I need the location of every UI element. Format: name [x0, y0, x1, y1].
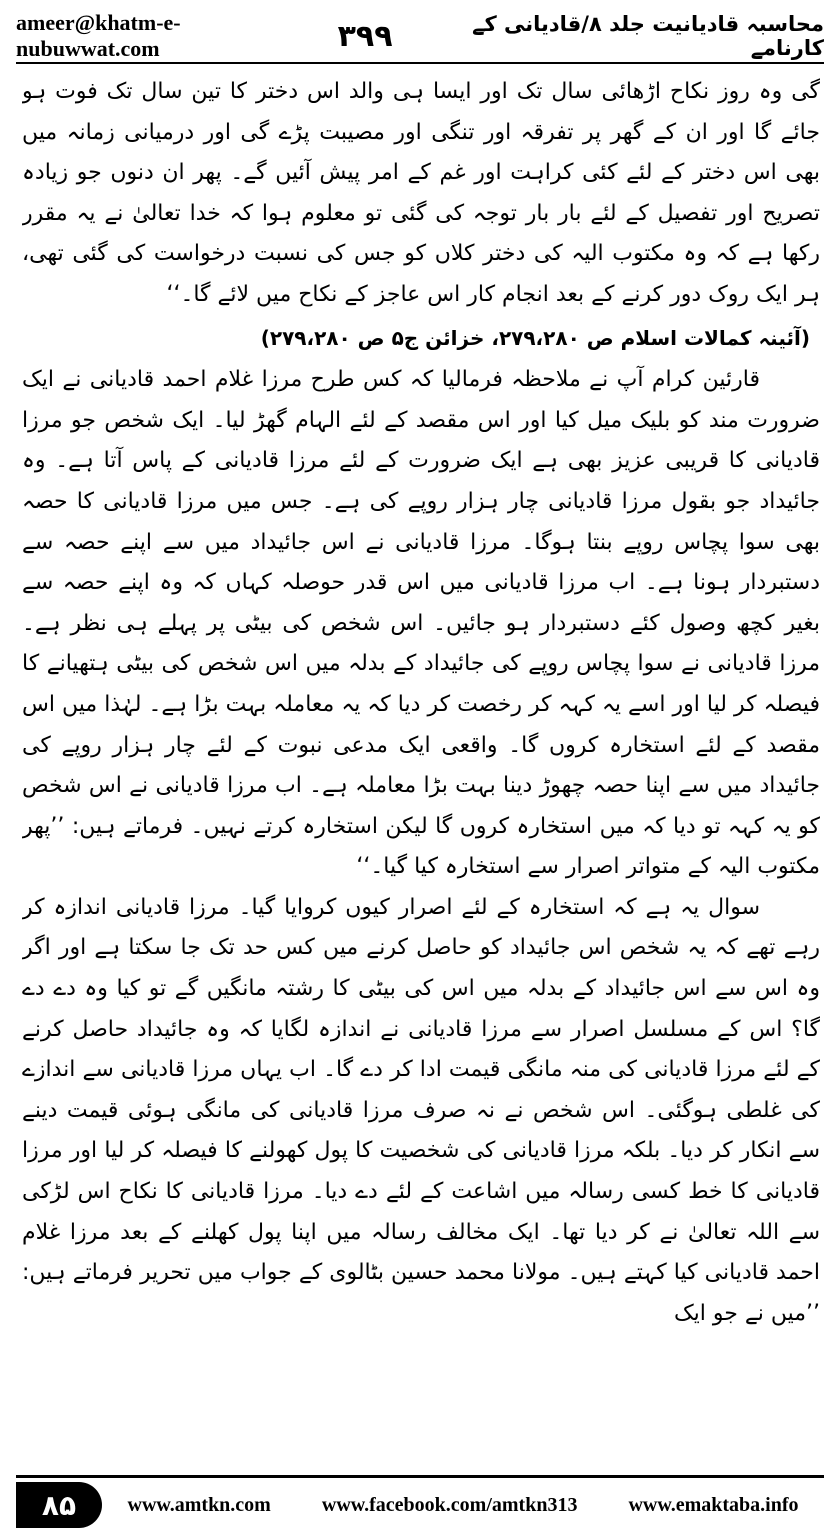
body-paragraph: سوال یہ ہے کہ استخارہ کے لئے اصرار کیوں کروایا گیا۔ مرزا قادیانی اندازہ کر رہے تھے کہ یہ شخص اس جائیداد کو حاصل کرنے میں کس حد تک جا سکتا ہے اور اگر وہ اس سے اس جائیداد کے بدلہ میں اس کی بیٹی کا رشتہ مانگیں گے تو کیا وہ دے دے گا؟ اس کے مسلسل اصرار سے مرزا قادیانی نے اندازہ لگایا کہ وہ جائیداد حاصل کرنے کے لئے مرزا قادیانی کی منہ مانگی قیمت ادا کر دے گا۔ اب یہاں مرزا قادیانی سے اندازے کی غلطی ہوگئی۔ اس شخص نے نہ صرف مرزا قادیانی کی مانگی ہوئی قیمت دینے سے انکار کر دیا۔ بلکہ مرزا قادیانی کی شخصیت کا پول کھولنے کا فیصلہ کر لیا اور مرزا قادیانی کا خط کسی رسالہ میں اشاعت کے لئے دے دیا۔ مرزا قادیانی کا نکاح اس لڑکی سے اللہ تعالیٰ نے کر دیا تھا۔ ایک مخالف رسالہ میں اپنا پول کھلنے کے بعد مرزا غلام احمد قادیانی کیا کہتے ہیں۔ مولانا محمد حسین بٹالوی کے جواب میں تحریر فرماتے ہیں: ’’میں نے جو ایک [22, 894, 820, 1326]
header-book-title: محاسبہ قادیانیت جلد ۸/قادیانی کے کارنامے [472, 12, 824, 60]
footer-divider [16, 1475, 824, 1478]
page-body [22, 72, 820, 1460]
page-footer [16, 1482, 824, 1528]
footer-page-number: ۸۵ [16, 1482, 102, 1528]
footer-link-website[interactable]: www.amtkn.com [127, 1493, 271, 1516]
reference-citation: (آئینہ کمالات اسلام ص ۲۷۹،۲۸۰، خزائن ج۵ ص ۲۷۹،۲۸۰) [260, 325, 810, 350]
page-header [16, 10, 824, 61]
header-page-number: ۳۹۹ [337, 18, 393, 54]
header-email: ameer@khatm-e-nubuwwat.com [16, 10, 181, 61]
body-paragraph: قارئین کرام آپ نے ملاحظہ فرمالیا کہ کس طرح مرزا غلام احمد قادیانی نے ایک ضرورت مند کو بلیک میل کیا اور اس مقصد کے لئے الہام گھڑ لیا۔ ایک شخص جو مرزا قادیانی کا قریبی عزیز بھی ہے ایک ضرورت کے لئے مرزا قادیانی کے پاس آتا ہے۔ وہ جائیداد جو بقول مرزا قادیانی چار ہزار روپے کی ہے۔ جس میں مرزا قادیانی کا حصہ بھی سوا پچاس روپے بنتا ہوگا۔ مرزا قادیانی نے اس جائیداد میں سے اپنے حصہ سے دستبردار ہونا ہے۔ اب مرزا قادیانی میں اس قدر حوصلہ کہاں کہ وہ اپنے حصہ سے بغیر کچھ وصول کئے دستبردار ہو جائیں۔ اس شخص کی بیٹی پر پہلے ہی نظر ہے۔ مرزا قادیانی نے سوا پچاس روپے کی جائیداد کے بدلہ میں اس شخص کی بیٹی ہتھیانے کا فیصلہ کر لیا اور اسے یہ کہہ کر رخصت کر دیا کہ یہ معاملہ بہت بڑا ہے۔ لہٰذا میں اس مقصد کے لئے استخارہ کروں گا۔ واقعی ایک مدعی نبوت کے لئے چار ہزار روپے کی جائیداد میں سے اپنا حصہ چھوڑ دینا بہت بڑا معاملہ ہے۔ اب مرزا قادیانی نے اس شخص کو یہ کہہ تو دیا کہ میں استخارہ کروں گا لیکن استخارہ کرتے نہیں۔ فرماتے ہیں: ’’پھر مکتوب الیہ کے متواتر اصرار سے استخارہ کیا گیا۔‘‘ [22, 367, 820, 880]
footer-links [102, 1494, 824, 1517]
footer-link-emaktaba[interactable]: www.emaktaba.info [628, 1493, 799, 1516]
header-divider [16, 62, 824, 64]
quote-paragraph: گی وہ روز نکاح اڑھائی سال تک اور ایسا ہی والد اس دختر کا تین سال تک فوت ہو جائے گا اور ان کے گھر پر تفرقہ اور تنگی اور مصیبت پڑے گی اور درمیانی زمانہ میں بھی اس دختر کے لئے کئی کراہت اور غم کے امر پیش آئیں گے۔ پھر ان دنوں جو زیادہ تصریح اور تفصیل کے لئے بار بار توجہ کی گئی تو معلوم ہوا کہ خدا تعالیٰ نے یہ مقرر رکھا ہے کہ وہ مکتوب الیہ کی دختر کلاں کو جس کی نسبت درخواست کی گئی تھی، ہر ایک روک دور کرنے کے بعد انجام کار اس عاجز کے نکاح میں لائے گا۔‘‘ [22, 79, 820, 307]
footer-link-facebook[interactable]: www.facebook.com/amtkn313 [321, 1493, 578, 1516]
